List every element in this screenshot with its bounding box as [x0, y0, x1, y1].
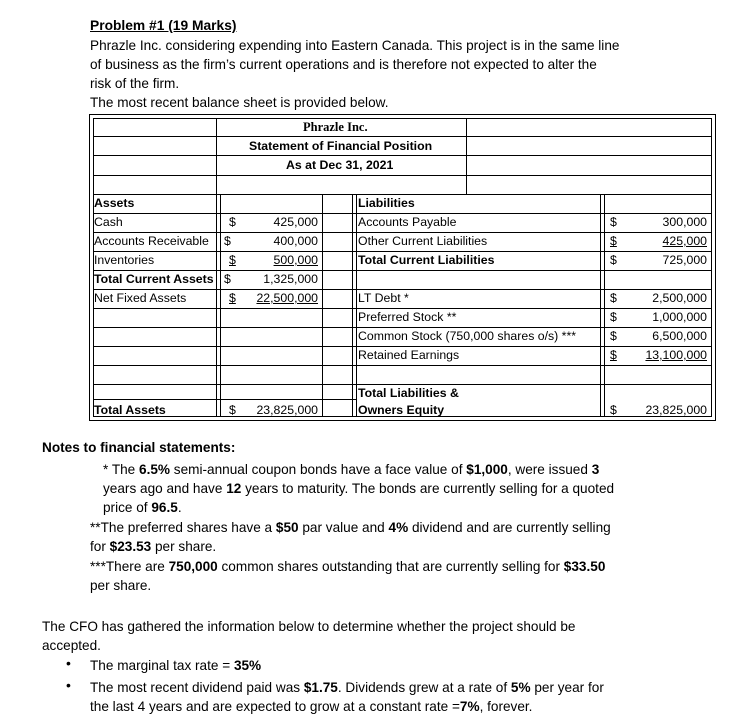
cfo-bullet-1: The marginal tax rate = 35%: [90, 658, 262, 673]
asset-dollar: $: [224, 272, 231, 286]
note-1-line-2: years ago and have 12 years to maturity. The bonds are currently selling for a quoted: [103, 481, 615, 496]
asset-value: 425,000: [273, 215, 318, 229]
liability-label: Total Current Liabilities: [358, 253, 495, 267]
equity-value: 1,000,000: [652, 310, 707, 324]
note-2-line-2: for $23.53 per share.: [90, 539, 217, 554]
asset-label: Cash: [94, 215, 123, 229]
asset-value: 500,000: [273, 253, 318, 267]
cfo-line-1: The CFO has gathered the information below to determine whether the project should be: [42, 619, 576, 634]
notes-heading: Notes to financial statements:: [42, 440, 236, 455]
problem-heading: Problem #1 (19 Marks): [90, 18, 237, 33]
intro-line-1: Phrazle Inc. considering expending into Eastern Canada. This project is in the same line: [90, 38, 620, 53]
asset-label: Inventories: [94, 253, 155, 267]
liability-dollar: $: [610, 253, 617, 267]
asset-value: 400,000: [273, 234, 318, 248]
asset-label: Total Current Assets: [94, 272, 214, 286]
equity-label: Common Stock (750,000 shares o/s) ***: [358, 329, 577, 343]
liabilities-header: Liabilities: [358, 196, 415, 210]
liability-label: Accounts Payable: [358, 215, 457, 229]
equity-value: 13,100,000: [645, 348, 707, 362]
total-assets-value: 23,825,000: [256, 403, 318, 417]
note-2-line-1: **The preferred shares have a $50 par value and 4% dividend and are currently selling: [90, 520, 611, 535]
owners-equity-label: Owners Equity: [358, 403, 445, 417]
balance-intro: The most recent balance sheet is provided below.: [90, 95, 389, 110]
total-liabilities-value: 23,825,000: [645, 403, 707, 417]
asset-value: 22,500,000: [256, 291, 318, 305]
total-liabilities-dollar: $: [610, 403, 617, 417]
note-1-line-1: * The 6.5% semi-annual coupon bonds have a face value of $1,000, were issued 3: [103, 462, 600, 477]
asset-dollar: $: [229, 253, 236, 267]
statement-title: Statement of Financial Position: [249, 139, 433, 153]
asset-dollar: $: [229, 291, 236, 305]
equity-label: Preferred Stock **: [358, 310, 457, 324]
equity-label: Retained Earnings: [358, 348, 460, 362]
liability-value: 725,000: [662, 253, 707, 267]
equity-value: 2,500,000: [652, 291, 707, 305]
equity-dollar: $: [610, 348, 617, 362]
total-assets-label: Total Assets: [94, 403, 166, 417]
equity-label: LT Debt *: [358, 291, 409, 305]
asset-dollar: $: [224, 234, 231, 248]
total-assets-dollar: $: [229, 403, 236, 417]
asset-dollar: $: [229, 215, 236, 229]
bullet-icon: •: [66, 677, 71, 693]
statement-date: As at Dec 31, 2021: [286, 158, 394, 172]
cfo-bullet-2-line-2: the last 4 years and are expected to grow at a constant rate =7%, forever.: [90, 699, 533, 714]
asset-label: Accounts Receivable: [94, 234, 209, 248]
note-3-line-1: ***There are 750,000 common shares outstanding that are currently selling for $33.50: [90, 559, 606, 574]
liability-label: Other Current Liabilities: [358, 234, 488, 248]
liability-value: 300,000: [662, 215, 707, 229]
bullet-icon: •: [66, 655, 71, 671]
intro-line-3: risk of the firm.: [90, 76, 180, 91]
asset-label: Net Fixed Assets: [94, 291, 187, 305]
total-liabilities-label: Total Liabilities &: [358, 386, 459, 400]
liability-value: 425,000: [662, 234, 707, 248]
assets-header: Assets: [94, 196, 135, 210]
liability-dollar: $: [610, 234, 617, 248]
liability-dollar: $: [610, 215, 617, 229]
equity-dollar: $: [610, 310, 617, 324]
asset-value: 1,325,000: [263, 272, 318, 286]
equity-dollar: $: [610, 291, 617, 305]
equity-dollar: $: [610, 329, 617, 343]
note-1-line-3: price of 96.5.: [103, 500, 182, 515]
intro-line-2: of business as the firm’s current operations and is therefore not expected to alter the: [90, 57, 597, 72]
cfo-line-2: accepted.: [42, 638, 101, 653]
note-3-line-2: per share.: [90, 578, 152, 593]
cfo-bullet-2-line-1: The most recent dividend paid was $1.75. Dividends grew at a rate of 5% per year for: [90, 680, 604, 695]
equity-value: 6,500,000: [652, 329, 707, 343]
company-name: Phrazle Inc.: [303, 120, 368, 134]
